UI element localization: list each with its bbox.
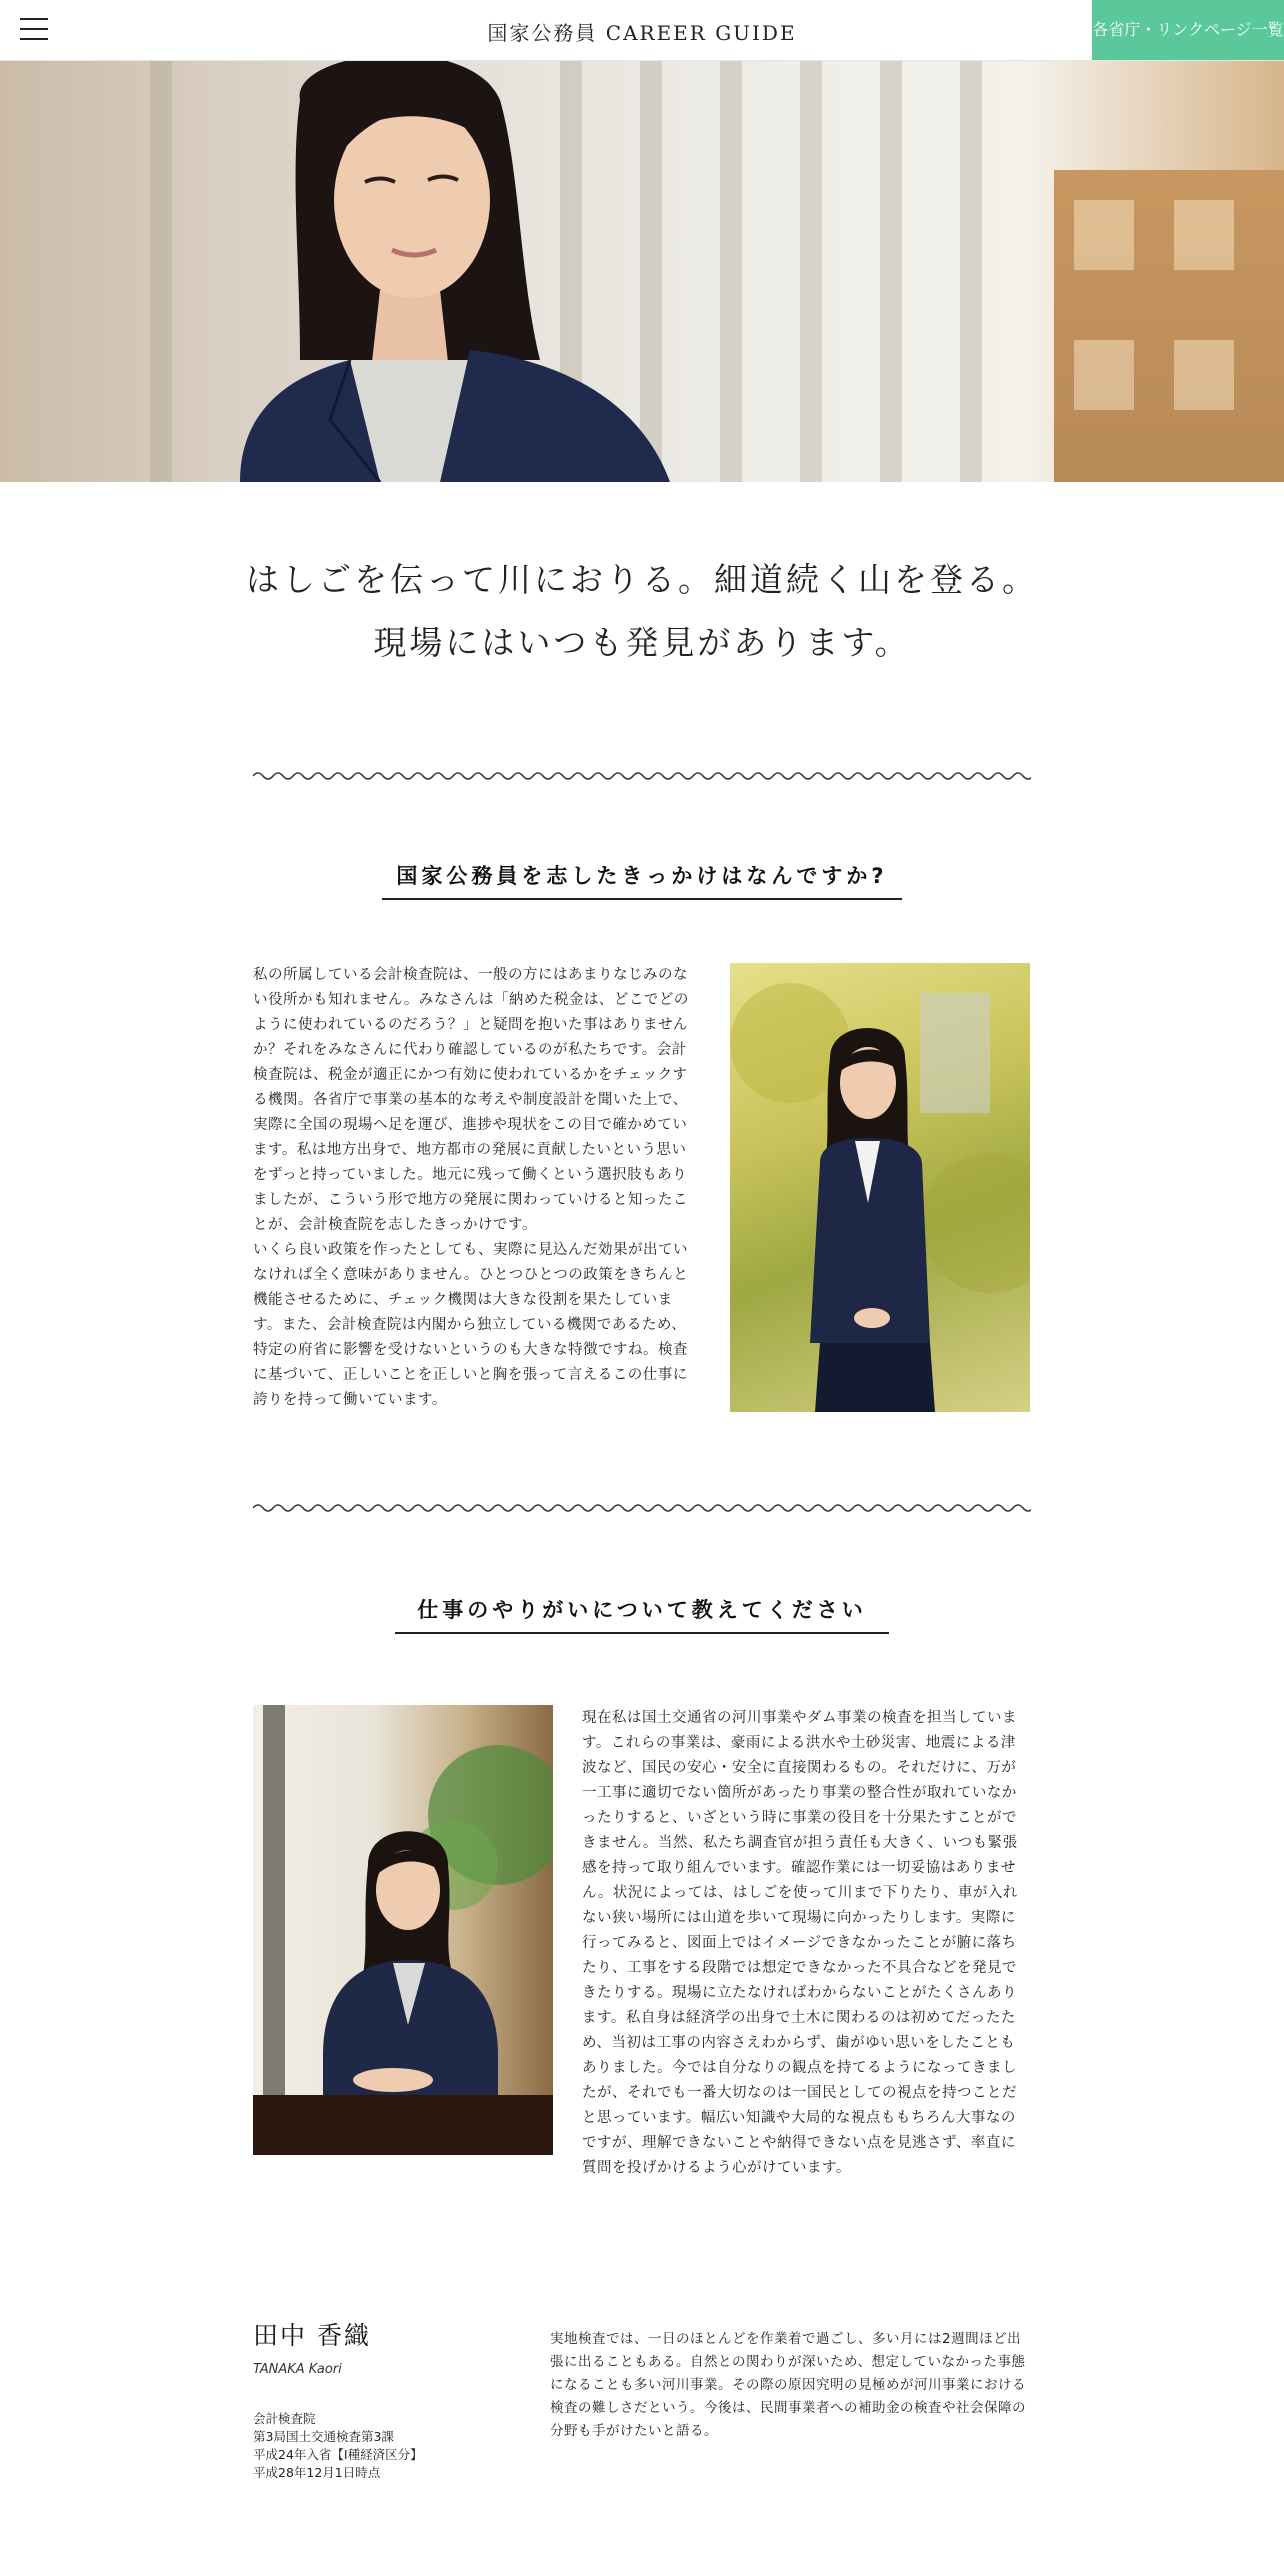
site-title[interactable]: 国家公務員 CAREER GUIDE	[487, 21, 797, 45]
section-title-motivation	[0, 860, 1284, 900]
section-title-text: 国家公務員を志したきっかけはなんですか?	[382, 860, 901, 900]
lead-quote	[0, 548, 1284, 674]
motivation-body	[253, 963, 691, 1413]
standing-woman-figure	[730, 963, 1030, 1412]
lead-quote-line: 現場にはいつも発見があります。	[373, 623, 911, 662]
seated-portrait-photo	[253, 1705, 553, 2155]
person-affiliation	[253, 2410, 423, 2482]
wave-divider	[253, 769, 1031, 783]
woman-portrait	[0, 60, 1284, 482]
affiliation-line: 平成28年12月1日時点	[253, 2465, 381, 2480]
hero-photo	[0, 60, 1284, 482]
affiliation-line: 平成24年入省【Ⅰ種経済区分】	[253, 2447, 423, 2462]
seated-woman-figure	[253, 1705, 553, 2155]
rewarding-body	[582, 1706, 1028, 2181]
affiliation-line: 第3局国土交通検査第3課	[253, 2429, 394, 2444]
lead-quote-line: はしごを伝って川におりる。細道続く山を登る。	[246, 560, 1038, 599]
person-name-romaji: TANAKA Kaori	[253, 2362, 342, 2377]
paragraph: いくら良い政策を作ったとしても、実際に見込んだ効果が出ていなければ全く意味がありません。ひとつひとつの政策をきちんと機能させるために、チェック機関は大きな役割を果たしています。また、会計検査院は内閣から独立している機関であるため、特定の府省に影響を受けないというのも大きな特徴ですね。検査に基づいて、正しいことを正しいと胸を張って言えるこの仕事に誇りを持って働いています。	[253, 1242, 689, 1408]
ministry-links-button[interactable]: 各省庁・リンクページ一覧	[1092, 0, 1284, 60]
wave-divider	[253, 1501, 1031, 1515]
section-title-text: 仕事のやりがいについて教えてください	[395, 1594, 889, 1634]
paragraph: 現在私は国土交通省の河川事業やダム事業の検査を担当しています。これらの事業は、豪雨による洪水や土砂災害、地震による津波など、国民の安心・安全に直接関わるもの。それだけに、万が一工事に適切でない箇所があったり事業の整合性が取れていなかったりすると、いざという時に事業の役目を十分果たすことができません。当然、私たち調査官が担う責任も大きく、いつも緊張感を持って取り組んでいます。確認作業には一切妥協はありません。状況によっては、はしごを使って川まで下りたり、車が入れない狭い場所には山道を歩いて現場に向かったりします。実際に行ってみると、図面上ではイメージできなかったことが腑に落ちたり、工事をする段階では想定できなかった不具合などを発見できたりする。現場に立たなければわからないことがたくさんあります。私自身は経済学の出身で土木に関わるのは初めてだったため、当初は工事の内容さえわからず、歯がゆい思いをしたこともありました。今では自分なりの観点を持てるようになってきましたが、それでも一番大切なのは一国民としての視点を持つことだと思っています。幅広い知識や大局的な視点ももちろん大事なのですが、理解できないことや納得できない点を見逃さず、率直に質問を投げかけるよう心がけています。	[582, 1710, 1018, 2176]
site-header	[0, 0, 1284, 61]
person-name: 田中 香織	[253, 2321, 371, 2350]
paragraph: 私の所属している会計検査院は、一般の方にはあまりなじみのない役所かも知れません。みなさんは「納めた税金は、どこでどのように使われているのだろう？」と疑問を抱いた事はありませんか？それをみなさんに代わり確認しているのが私たちです。会計検査院は、税金が適正にかつ有効に使われているかをチェックする機関。各省庁で事業の基本的な考えや制度設計を聞いた上で、実際に全国の現場へ足を運び、進捗や現状をこの目で確かめています。私は地方出身で、地方都市の発展に貢献したいという思いをずっと持っていました。地元に残って働くという選択肢もありましたが、こういう形で地方の発展に関わっていけると知ったことが、会計検査院を志したきっかけです。	[253, 967, 689, 1233]
section-title-rewarding	[0, 1594, 1284, 1634]
standing-portrait-photo	[730, 963, 1030, 1412]
affiliation-line: 会計検査院	[253, 2411, 316, 2426]
profile-description: 実地検査では、一日のほとんどを作業着で過ごし、多い月には2週間ほど出張に出ることもある。自然との関わりが深いため、想定していなかった事態になることも多い河川事業。その際の原因究明の見極めが河川事業における検査の難しさだという。今後は、民間事業者への補助金の検査や社会保障の分野も手がけたいと語る。	[550, 2331, 1026, 2439]
